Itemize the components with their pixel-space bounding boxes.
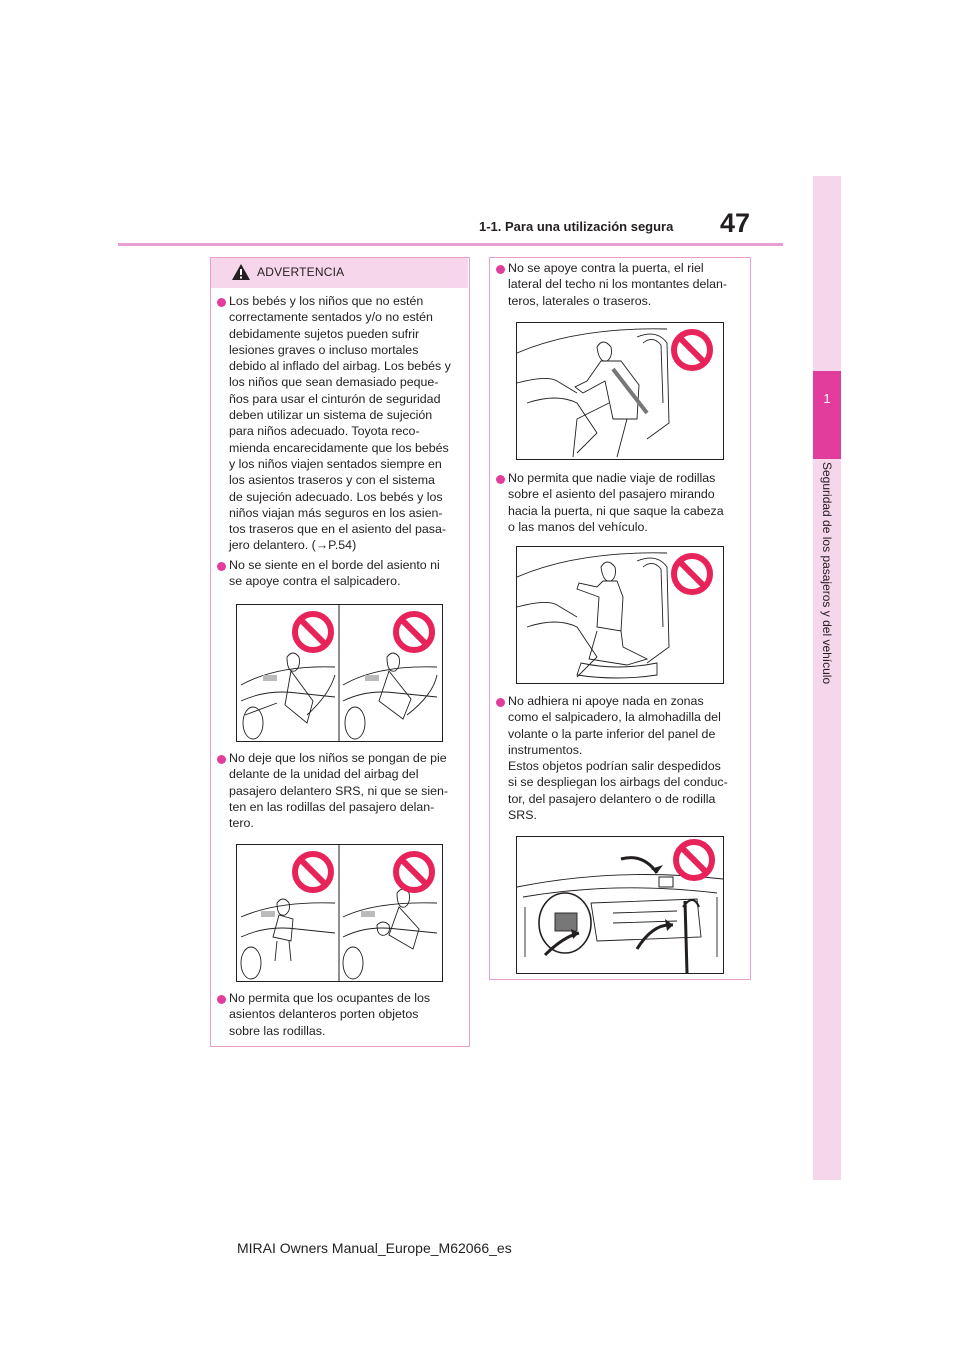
warning-triangle-icon — [231, 263, 251, 281]
prohibition-icon — [670, 328, 714, 372]
warning-item-3: No deje que los niños se pongan de pie delante de la unidad del airbag del pasajero delantero SRS, ni que se sien- ten en las rodillas del pasajero delan- tero. — [229, 751, 449, 831]
prohibition-icon — [291, 850, 335, 894]
bullet-icon — [496, 698, 505, 707]
prohibition-icon — [392, 610, 436, 654]
bullet-icon — [217, 298, 226, 307]
warning-label: ADVERTENCIA — [257, 265, 345, 279]
bullet-icon — [217, 562, 226, 571]
chapter-title: Seguridad de los pasajeros y del vehículo — [820, 462, 834, 685]
section-title: 1-1. Para una utilización segura — [479, 219, 674, 234]
warning-item-4: No permita que los ocupantes de los asientos delanteros porten objetos sobre las rodillas. — [229, 991, 431, 1038]
footer-manual-id: MIRAI Owners Manual_Europe_M62066_es — [237, 1240, 512, 1256]
bullet-icon — [217, 755, 226, 764]
chapter-number-tab: 1 — [813, 371, 841, 459]
warning-item-2: No se siente en el borde del asiento ni se apoye contra el salpicadero. — [229, 558, 440, 589]
prohibition-icon — [672, 838, 716, 882]
prohibition-icon — [670, 552, 714, 596]
bullet-icon — [496, 475, 505, 484]
warning-item-1: Los bebés y los niños que no estén correctamente sentados y/o no estén debidamente sujetos pueden sufrir lesiones graves o incluso mortales debido al inflado del airbag. Los bebés y los niños que sean demasiado peque- ños para usar el cinturón de seguridad deben utilizar un sistema de sujeción para niños adecuado. Toyota reco- mienda encarecidamente que los bebés y los niños viajen sentados siempre en los asientos traseros y con el sistema de sujeción adecuado. Los bebés y los niños viajan más seguros en los asien- tos traseros que en el asiento del pasa- jero delantero. (→P.54) — [229, 294, 451, 553]
bullet-icon — [217, 995, 226, 1004]
page-number: 47 — [720, 208, 751, 238]
warning-item-6: No permita que nadie viaje de rodillas sobre el asiento del pasajero mirando hacia la puerta, ni que saque la cabeza o las manos del vehículo. — [508, 471, 724, 534]
prohibition-icon — [291, 610, 335, 654]
header-rule — [118, 243, 783, 246]
warning-item-7: No adhiera ni apoye nada en zonas como el salpicadero, la almohadilla del volante o la parte inferior del panel de instrumentos. Estos objetos podrían salir despedidos si se despliegan los airbags del conduc- tor, del pasajero delantero o de rodilla SRS. — [508, 694, 728, 823]
chapter-title-vertical — [796, 462, 856, 722]
prohibition-icon — [392, 850, 436, 894]
warning-item-5: No se apoye contra la puerta, el riel lateral del techo ni los montantes delan- teros, laterales o traseros. — [508, 261, 728, 308]
bullet-icon — [496, 265, 505, 274]
